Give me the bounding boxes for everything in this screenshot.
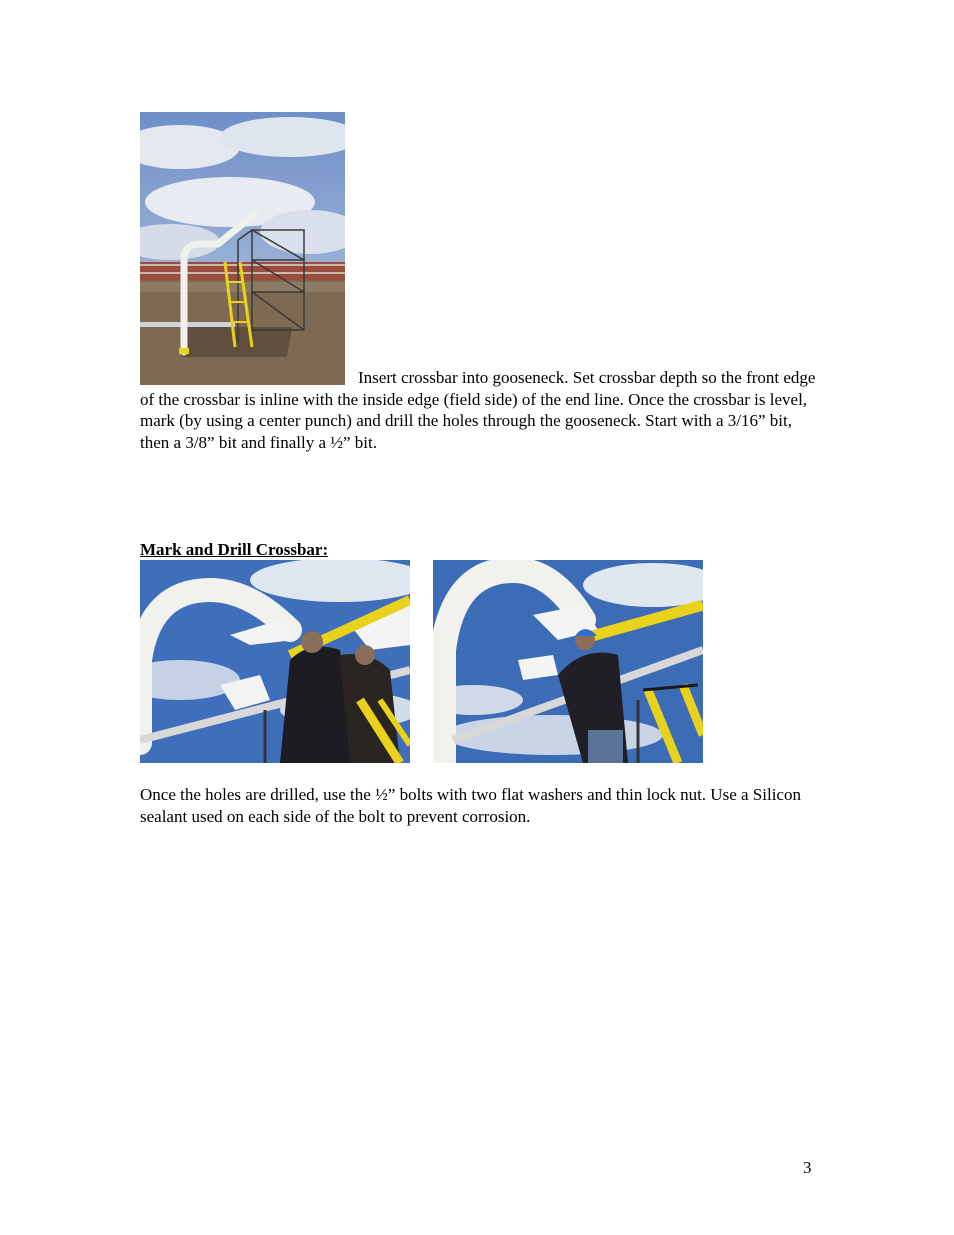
- drilling-photo-right: [433, 560, 703, 763]
- intro-paragraph: Insert crossbar into gooseneck. Set crossbar depth so the front edge of the crossbar is inline with the inside edge (field side) of the end line. Once the crossbar is level, mark (by using a center punch) and drill the holes through the gooseneck. Start with a 3/16” bit, then a 3/8” bit and finally a ½” bit.: [140, 368, 816, 452]
- section-heading: Mark and Drill Crossbar:: [140, 540, 329, 559]
- drilling-photo-left: [140, 560, 410, 763]
- bolt-instructions-paragraph: Once the holes are drilled, use the ½” bolts with two flat washers and thin lock nut. Use a Silicon sealant used on each side of the bolt to prevent corrosion.: [140, 785, 801, 826]
- page-number: 3: [803, 1158, 812, 1177]
- gooseneck-scaffold-photo: [140, 112, 345, 385]
